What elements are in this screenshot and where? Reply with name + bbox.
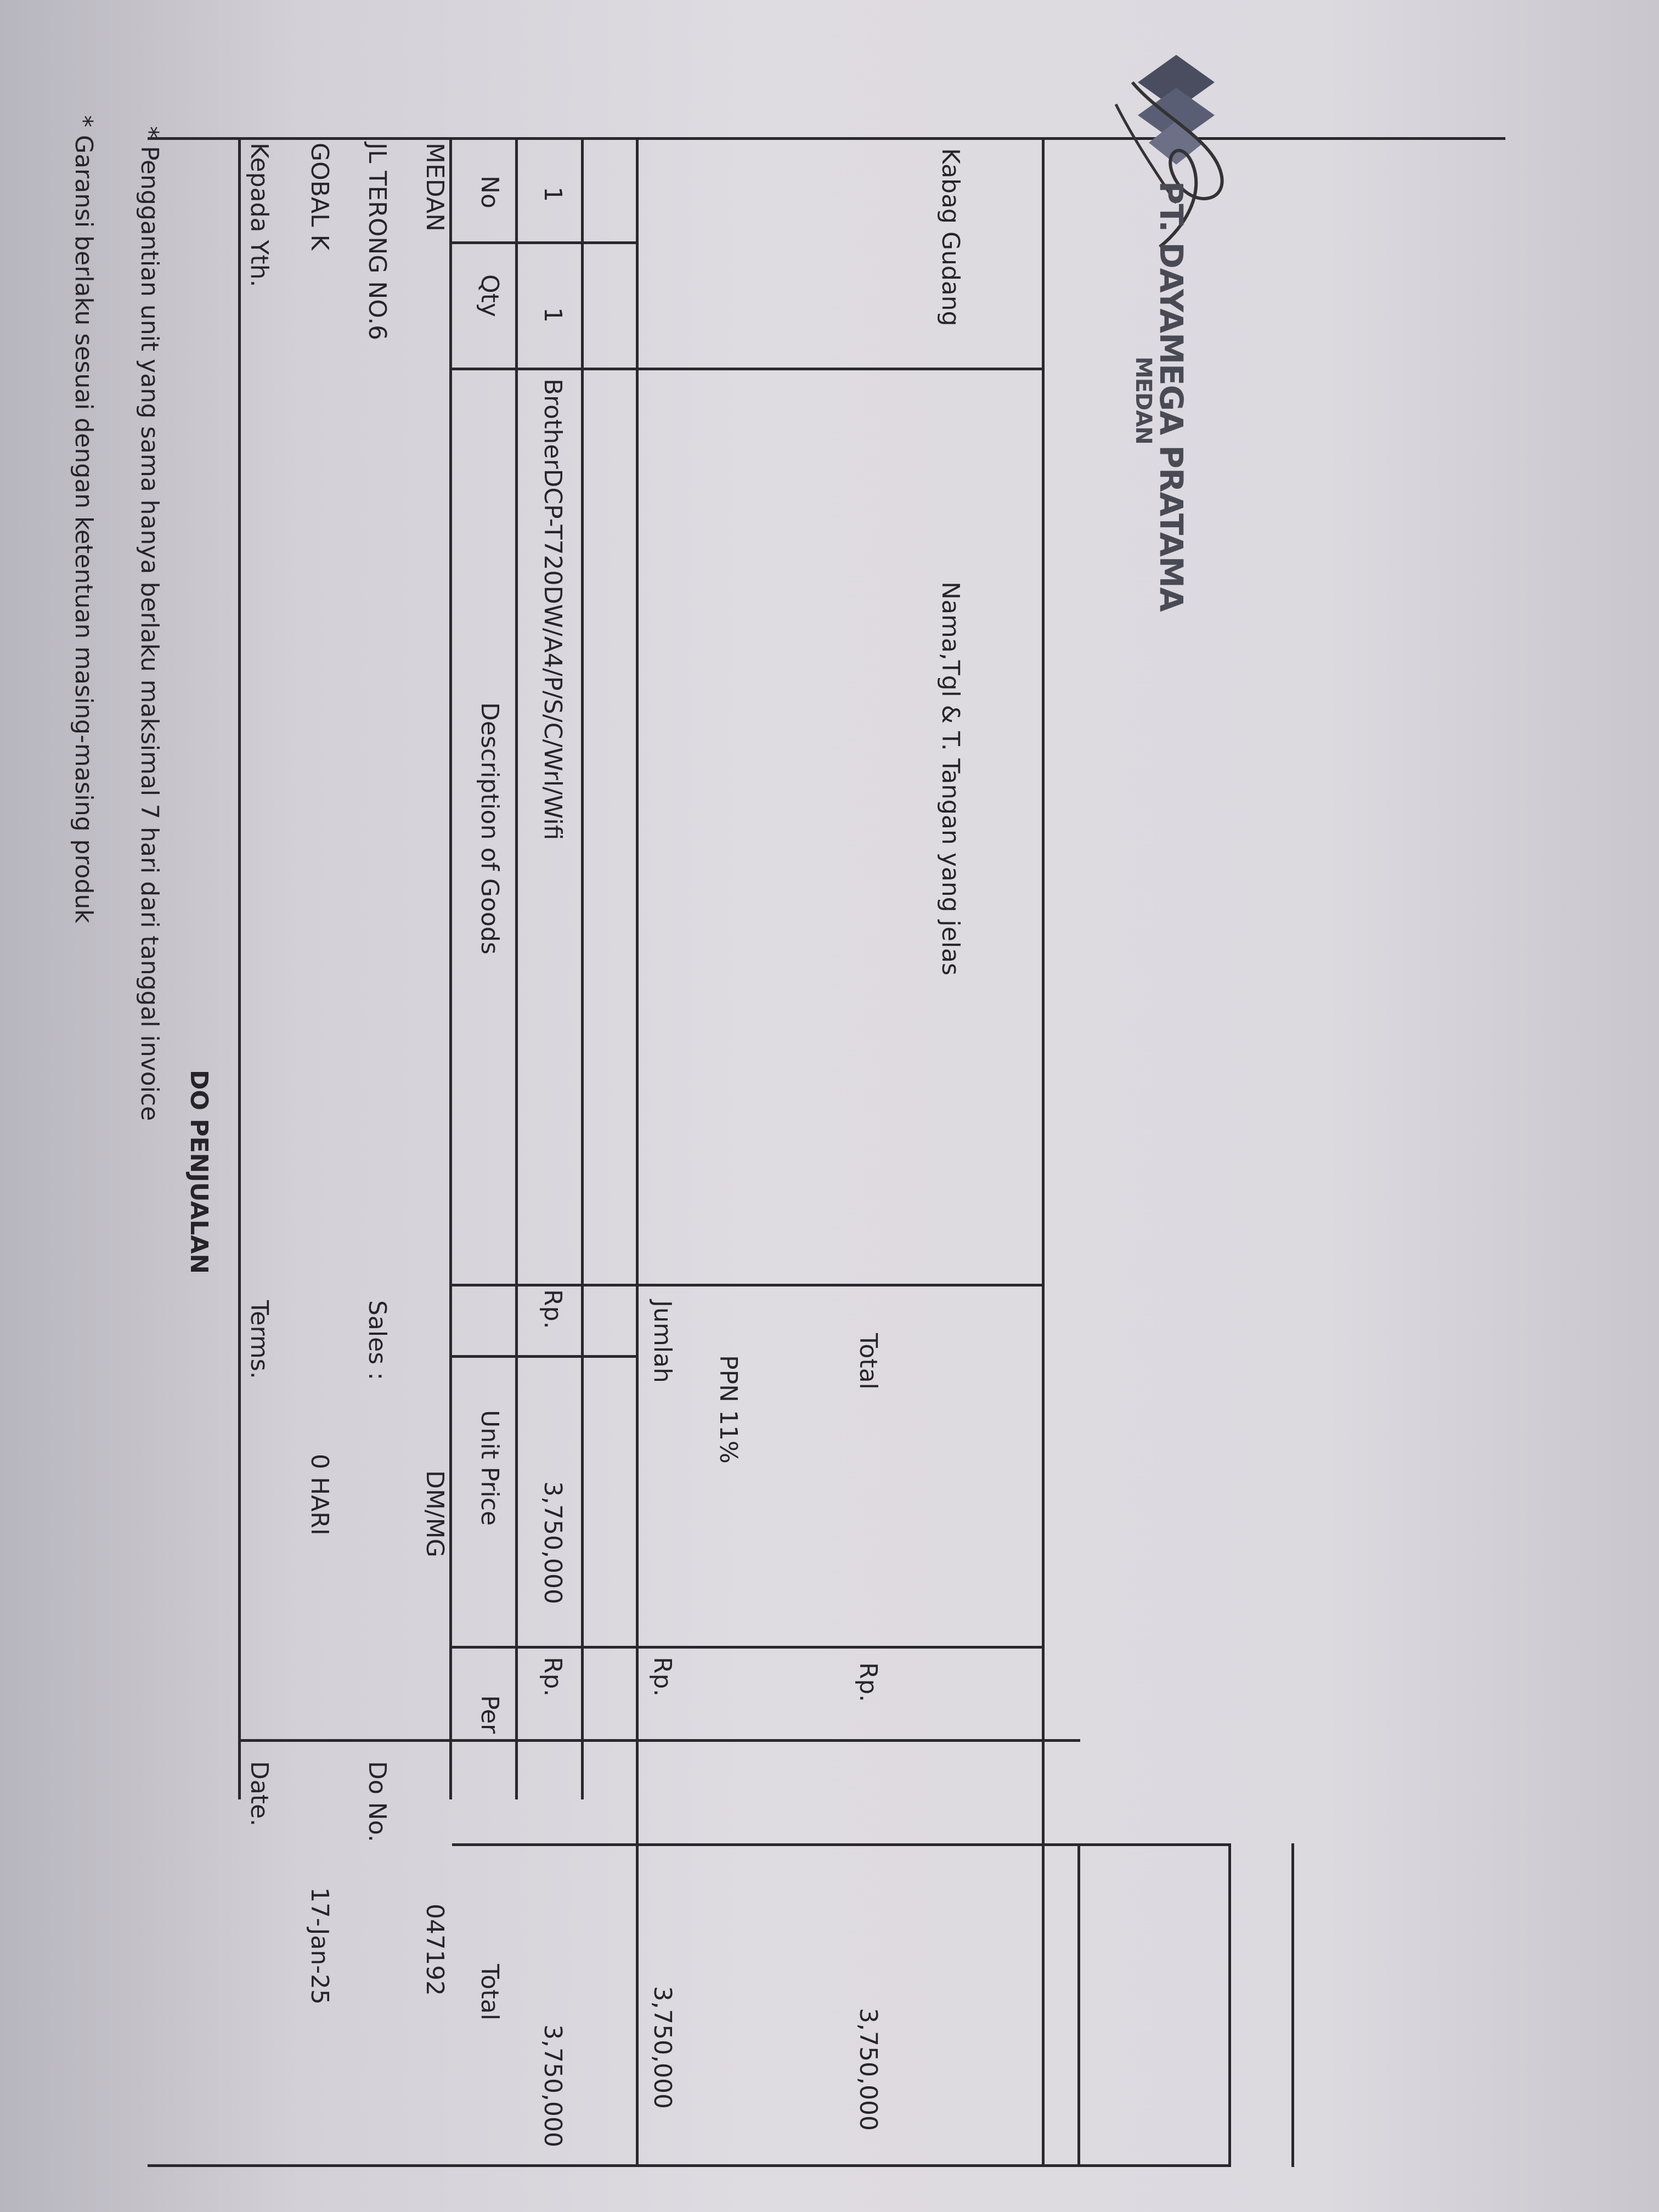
total-label: Total: [854, 1333, 882, 1390]
header-unit-price: Unit Price: [476, 1410, 504, 1526]
items-col-line-a: [639, 368, 1045, 370]
header-description: Description of Goods: [476, 702, 504, 955]
ppn-label: PPN 11%: [714, 1355, 742, 1464]
summary-total-line: [1228, 1843, 1231, 2167]
col-sep-rp-unit: [452, 1355, 639, 1358]
total-currency: Rp.: [854, 1662, 882, 1702]
summary-border-top-right: [241, 1739, 1080, 1742]
signature-kabag-gudang: Kabag Gudang: [936, 148, 964, 326]
company-stamp: [1045, 137, 1319, 741]
row-no: 1: [539, 187, 567, 202]
header-no: No: [476, 176, 504, 208]
items-col-line-d: [639, 1843, 1045, 1846]
do-number-label: Do No.: [363, 1761, 391, 1842]
stamp-company-name: PT. DAYAMEGA PRATAMA: [1153, 181, 1190, 612]
customer-city: MEDAN: [421, 143, 449, 232]
header-qty: Qty: [476, 274, 504, 317]
header-total: Total: [476, 1964, 504, 2021]
jumlah-label: Jumlah: [648, 1300, 676, 1383]
jumlah-value: 3,750,000: [648, 1986, 676, 2109]
summary-line-bottom: [1077, 1843, 1080, 2167]
do-number-value: 047192: [421, 1904, 449, 1996]
col-sep-desc-unit: [452, 1284, 639, 1286]
signature-name-date: Nama,Tgl & T. Tangan yang jelas: [936, 582, 964, 976]
header-row-bottom-line: [515, 137, 518, 1799]
date-value: 17-Jan-25: [306, 1887, 334, 2005]
col-sep-no-qty: [452, 241, 639, 244]
sales-value: DM/MG: [421, 1470, 449, 1558]
stamp-city: MEDAN: [1131, 357, 1156, 444]
col-sep-unit-per: [452, 1646, 639, 1649]
sales-label: Sales :: [363, 1300, 391, 1380]
row-qty: 1: [539, 307, 567, 323]
items-area-bottom-line: [636, 137, 639, 2167]
summary-bottom-line: [1291, 1843, 1294, 2167]
items-col-line-b: [639, 1284, 1045, 1286]
summary-border-bottom-right: [1012, 2164, 1231, 2167]
header-row-top-line: [449, 137, 452, 1799]
col-sep-qty-desc: [452, 368, 639, 370]
customer-name: GOBAL K: [306, 143, 334, 251]
date-label: Date.: [245, 1761, 273, 1827]
header-per: Per: [476, 1695, 504, 1734]
row-unit-price-currency: Rp.: [539, 1289, 567, 1329]
terms-value: 0 HARI: [306, 1454, 334, 1536]
row-total: 3,750,000: [539, 2024, 567, 2147]
total-value: 3,750,000: [854, 2008, 882, 2131]
terms-label: Terms.: [245, 1300, 273, 1379]
row-unit-price: 3,750,000: [539, 1481, 567, 1604]
table-border-top: [238, 137, 241, 1799]
note-replacement: * Penggantian unit yang sama hanya berlaku maksimal 7 hari dari tanggal invoice: [136, 126, 163, 1121]
jumlah-currency: Rp.: [648, 1657, 676, 1697]
items-col-line-c: [639, 1646, 1045, 1649]
col-sep-per-total: [452, 1843, 639, 1846]
customer-address: JL TERONG NO.6: [363, 143, 391, 341]
row-description: BrotherDCP-T720DW/A4/P/S/C/Wrl/Wifi: [539, 379, 567, 840]
row-total-currency: Rp.: [539, 1657, 567, 1697]
document-title: DO PENJUALAN: [185, 1070, 213, 1274]
item-row-bottom-line: [581, 137, 584, 1799]
customer-label: Kepada Yth.: [245, 143, 273, 287]
note-warranty: * Garansi berlaku sesuai dengan ketentuan masing-masing produk: [70, 115, 98, 923]
